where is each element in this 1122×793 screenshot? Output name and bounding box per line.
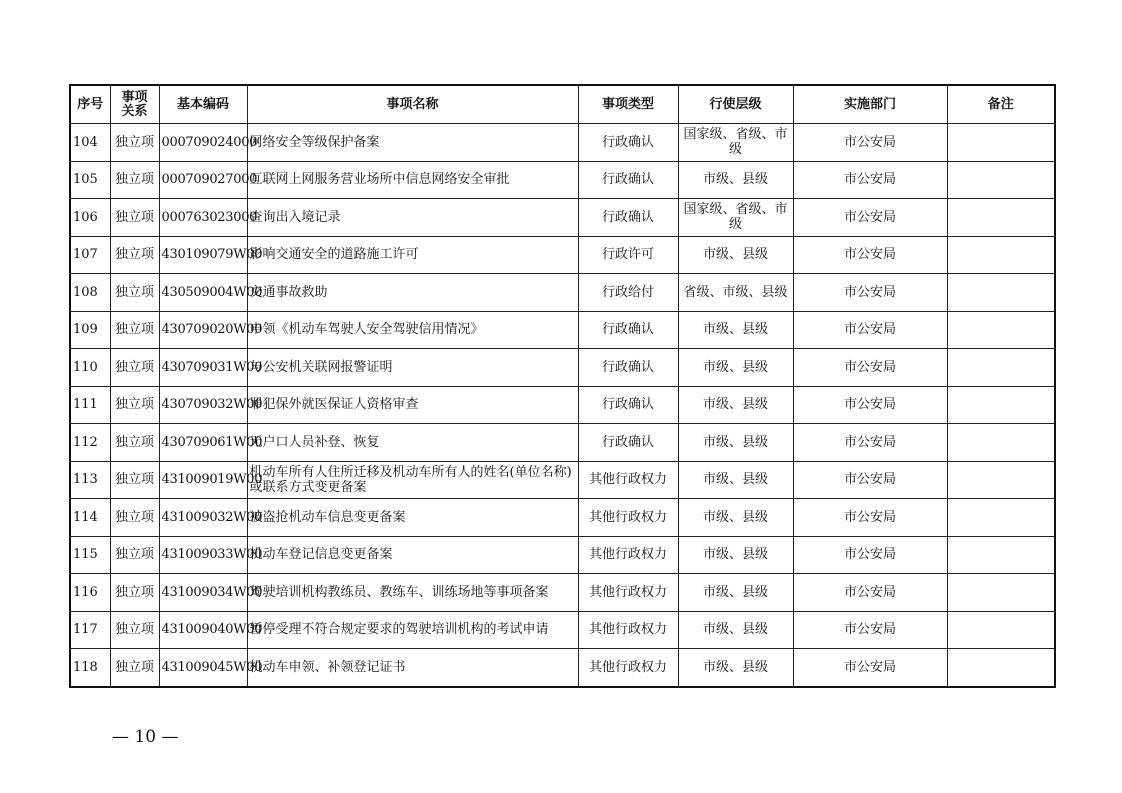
cell-name: 互联网上网服务营业场所中信息网络安全审批: [247, 161, 578, 199]
cell-type: 其他行政权力: [578, 649, 678, 687]
cell-level: 市级、县级: [678, 649, 793, 687]
table-row: [70, 386, 1055, 424]
cell-seq: 108: [70, 274, 110, 312]
cell-level: 市级、县级: [678, 236, 793, 274]
cell-code: 000709027000: [159, 161, 247, 199]
cell-type: 其他行政权力: [578, 574, 678, 612]
cell-note: [947, 649, 1055, 687]
cell-name: 驾驶培训机构教练员、教练车、训练场地等事项备案: [247, 574, 578, 612]
cell-level: 市级、县级: [678, 611, 793, 649]
cell-note: [947, 161, 1055, 199]
header-relation-text: 事项 关系: [121, 89, 148, 119]
cell-relation: 独立项: [110, 611, 159, 649]
cell-level: 市级、县级: [678, 161, 793, 199]
cell-level: 市级、县级: [678, 424, 793, 462]
cell-code: 430709061W00: [159, 424, 247, 462]
cell-dept: 市公安局: [793, 386, 947, 424]
table-row: [70, 349, 1055, 387]
cell-seq: 112: [70, 424, 110, 462]
cell-code: 430709020W00: [159, 311, 247, 349]
table-row: [70, 274, 1055, 312]
cell-relation: 独立项: [110, 649, 159, 687]
cell-relation: 独立项: [110, 461, 159, 499]
cell-name: 机动车所有人住所迁移及机动车所有人的姓名(单位名称)或联系方式变更备案: [247, 461, 578, 499]
cell-relation: 独立项: [110, 274, 159, 312]
cell-level: 省级、市级、县级: [678, 274, 793, 312]
cell-seq: 116: [70, 574, 110, 612]
cell-type: 行政确认: [578, 124, 678, 162]
table-body: [70, 124, 1055, 687]
cell-name: 机动车登记信息变更备案: [247, 536, 578, 574]
cell-seq: 105: [70, 161, 110, 199]
cell-code: 000709024000: [159, 124, 247, 162]
cell-relation: 独立项: [110, 574, 159, 612]
cell-relation: 独立项: [110, 499, 159, 537]
cell-note: [947, 236, 1055, 274]
cell-type: 行政确认: [578, 311, 678, 349]
table-row: [70, 236, 1055, 274]
cell-seq: 110: [70, 349, 110, 387]
cell-dept: 市公安局: [793, 649, 947, 687]
table-row: [70, 649, 1055, 687]
table-row: [70, 124, 1055, 162]
cell-code: 431009032W00: [159, 499, 247, 537]
table-row: [70, 199, 1055, 237]
cell-code: 430709031W00: [159, 349, 247, 387]
cell-note: [947, 536, 1055, 574]
cell-seq: 117: [70, 611, 110, 649]
cell-seq: 113: [70, 461, 110, 499]
cell-note: [947, 311, 1055, 349]
cell-seq: 115: [70, 536, 110, 574]
cell-type: 其他行政权力: [578, 499, 678, 537]
cell-type: 行政确认: [578, 424, 678, 462]
cell-seq: 107: [70, 236, 110, 274]
cell-relation: 独立项: [110, 124, 159, 162]
cell-code: 431009040W00: [159, 611, 247, 649]
cell-name: 被盗抢机动车信息变更备案: [247, 499, 578, 537]
cell-code: 431009019W00: [159, 461, 247, 499]
cell-seq: 104: [70, 124, 110, 162]
cell-name: 无户口人员补登、恢复: [247, 424, 578, 462]
cell-note: [947, 199, 1055, 237]
header-relation: [110, 85, 159, 124]
cell-code: 430109079W00: [159, 236, 247, 274]
cell-type: 行政确认: [578, 386, 678, 424]
cell-note: [947, 499, 1055, 537]
table-row: [70, 611, 1055, 649]
cell-type: 行政确认: [578, 161, 678, 199]
cell-dept: 市公安局: [793, 311, 947, 349]
table-row: [70, 461, 1055, 499]
table-row: [70, 161, 1055, 199]
cell-type: 其他行政权力: [578, 536, 678, 574]
cell-relation: 独立项: [110, 536, 159, 574]
cell-type: 行政给付: [578, 274, 678, 312]
cell-seq: 114: [70, 499, 110, 537]
cell-level: 市级、县级: [678, 574, 793, 612]
table-row: [70, 311, 1055, 349]
cell-relation: 独立项: [110, 236, 159, 274]
cell-name: 网络安全等级保护备案: [247, 124, 578, 162]
cell-level: 市级、县级: [678, 386, 793, 424]
cell-type: 行政确认: [578, 199, 678, 237]
cell-code: 430709032W00: [159, 386, 247, 424]
header-note: 备注: [947, 85, 1055, 124]
cell-dept: 市公安局: [793, 574, 947, 612]
table-row: [70, 499, 1055, 537]
cell-name: 与公安机关联网报警证明: [247, 349, 578, 387]
cell-name: 罪犯保外就医保证人资格审查: [247, 386, 578, 424]
table-header-row: [70, 85, 1055, 124]
cell-dept: 市公安局: [793, 611, 947, 649]
cell-dept: 市公安局: [793, 274, 947, 312]
cell-note: [947, 574, 1055, 612]
cell-level: 市级、县级: [678, 461, 793, 499]
header-seq: 序号: [70, 85, 110, 124]
cell-name: 暂停受理不符合规定要求的驾驶培训机构的考试申请: [247, 611, 578, 649]
cell-code: 431009034W00: [159, 574, 247, 612]
cell-note: [947, 461, 1055, 499]
cell-note: [947, 611, 1055, 649]
cell-note: [947, 274, 1055, 312]
cell-type: 其他行政权力: [578, 611, 678, 649]
cell-seq: 118: [70, 649, 110, 687]
cell-type: 其他行政权力: [578, 461, 678, 499]
cell-relation: 独立项: [110, 161, 159, 199]
cell-name: 机动车申领、补领登记证书: [247, 649, 578, 687]
cell-dept: 市公安局: [793, 424, 947, 462]
cell-level: 国家级、省级、市级: [678, 199, 793, 237]
cell-name: 交通事故救助: [247, 274, 578, 312]
cell-seq: 111: [70, 386, 110, 424]
cell-dept: 市公安局: [793, 461, 947, 499]
cell-level: 市级、县级: [678, 349, 793, 387]
cell-relation: 独立项: [110, 424, 159, 462]
cell-relation: 独立项: [110, 311, 159, 349]
cell-code: 431009045W00: [159, 649, 247, 687]
cell-seq: 106: [70, 199, 110, 237]
table-row: [70, 574, 1055, 612]
cell-dept: 市公安局: [793, 199, 947, 237]
cell-dept: 市公安局: [793, 161, 947, 199]
cell-level: 市级、县级: [678, 311, 793, 349]
cell-dept: 市公安局: [793, 349, 947, 387]
cell-type: 行政许可: [578, 236, 678, 274]
header-name: 事项名称: [247, 85, 578, 124]
cell-note: [947, 424, 1055, 462]
cell-level: 市级、县级: [678, 499, 793, 537]
header-level: 行使层级: [678, 85, 793, 124]
cell-note: [947, 349, 1055, 387]
cell-name: 影响交通安全的道路施工许可: [247, 236, 578, 274]
cell-seq: 109: [70, 311, 110, 349]
cell-name: 查询出入境记录: [247, 199, 578, 237]
cell-code: 000763023000: [159, 199, 247, 237]
cell-dept: 市公安局: [793, 124, 947, 162]
cell-type: 行政确认: [578, 349, 678, 387]
header-code: 基本编码: [159, 85, 247, 124]
cell-level: 市级、县级: [678, 536, 793, 574]
table-row: [70, 424, 1055, 462]
cell-dept: 市公安局: [793, 536, 947, 574]
cell-relation: 独立项: [110, 349, 159, 387]
table-row: [70, 536, 1055, 574]
cell-code: 431009033W00: [159, 536, 247, 574]
cell-note: [947, 124, 1055, 162]
cell-dept: 市公安局: [793, 236, 947, 274]
cell-level: 国家级、省级、市级: [678, 124, 793, 162]
page-number: — 10 —: [112, 727, 179, 747]
cell-relation: 独立项: [110, 386, 159, 424]
cell-name: 申领《机动车驾驶人安全驾驶信用情况》: [247, 311, 578, 349]
cell-code: 430509004W00: [159, 274, 247, 312]
header-type: 事项类型: [578, 85, 678, 124]
cell-note: [947, 386, 1055, 424]
cell-dept: 市公安局: [793, 499, 947, 537]
cell-relation: 独立项: [110, 199, 159, 237]
items-table: [69, 84, 1056, 688]
header-dept: 实施部门: [793, 85, 947, 124]
